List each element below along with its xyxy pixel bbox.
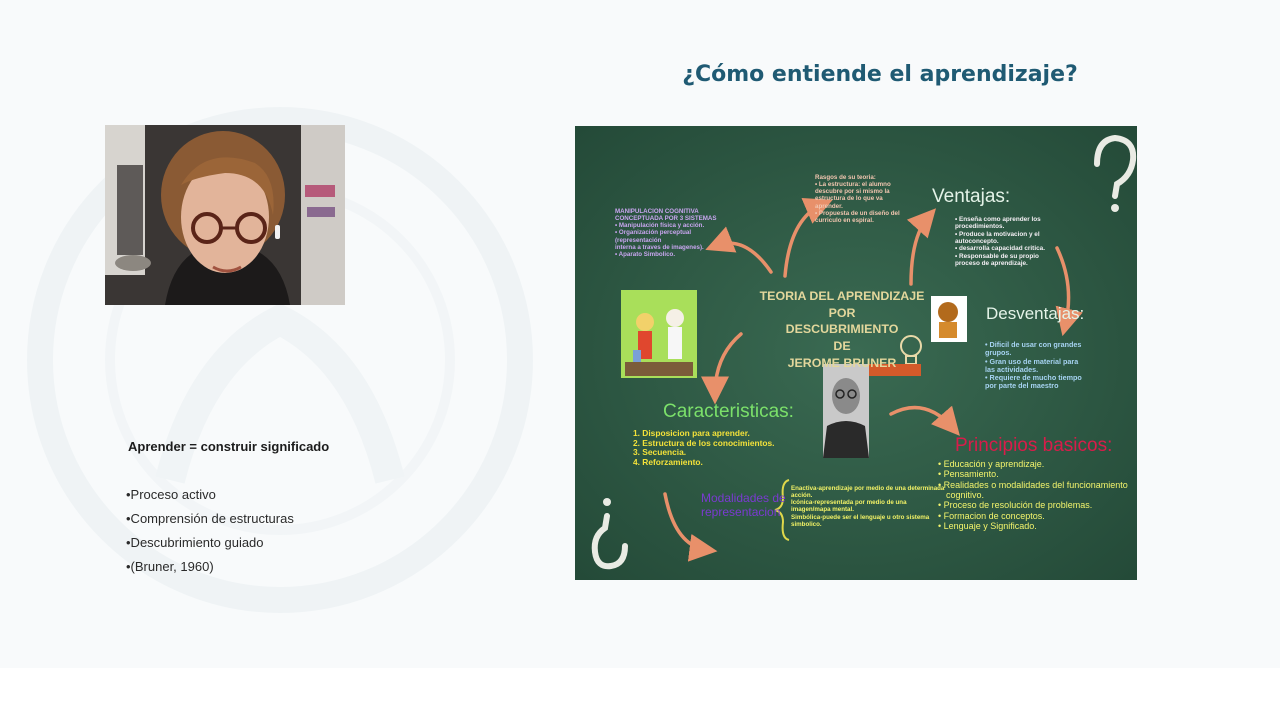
modalidades-line: acción. xyxy=(791,492,813,500)
manipulacion-line: • Organización perceptual xyxy=(615,229,692,237)
children-lab-illustration xyxy=(621,290,697,378)
desventajas-list xyxy=(985,341,1082,391)
ventajas-line: • Enseña como aprender los xyxy=(955,216,1041,223)
ventajas-line: proceso de aprendizaje. xyxy=(955,260,1028,268)
bullet-item: •Comprensión de estructuras xyxy=(126,511,294,526)
principios-line: • Formacion de conceptos. xyxy=(938,511,1128,521)
rasgos-line: Rasgos de su teoria: xyxy=(815,174,876,181)
modalidades-line: Enactiva-aprendizaje por medio de una determinada xyxy=(791,485,945,492)
ventajas-line: • Responsable de su propio xyxy=(955,252,1039,260)
modalidades-heading-line: Modalidades de xyxy=(701,491,786,505)
rasgos-line: • Propuesta de un diseño del xyxy=(815,209,900,217)
desventajas-line: • Dificil de usar con grandes xyxy=(985,340,1082,349)
bear-cartoon-illustration xyxy=(931,296,967,342)
center-title-line: DE xyxy=(833,339,851,354)
ventajas-line: • Produce la motivacion y el xyxy=(955,230,1040,238)
desventajas-line: por parte del maestro xyxy=(985,381,1059,391)
manipulacion-line: MANIPULACION COGNITIVA xyxy=(615,208,699,215)
bullet-item: •Descubrimiento guiado xyxy=(126,535,264,550)
principios-line: • Realidades o modalidades del funcionamiento xyxy=(938,480,1128,490)
center-title-line: JEROME BRUNER xyxy=(787,355,897,370)
ventajas-line: • desarrolla capacidad critica. xyxy=(955,245,1045,253)
principios-line: • Proceso de resolución de problemas. xyxy=(938,500,1128,510)
principios-heading: Principios basicos: xyxy=(955,435,1113,456)
rasgos-line: curriculo en espiral. xyxy=(815,216,874,224)
presenter-webcam xyxy=(105,125,345,305)
presenter-video-frame xyxy=(105,125,345,305)
desventajas-line: • Gran uso de material para xyxy=(985,356,1079,366)
manipulacion-cognitiva-text xyxy=(615,208,717,258)
rasgos-line: • La estructura: el alumno xyxy=(815,181,891,189)
rasgos-teoria-text xyxy=(815,174,900,224)
modalidades-heading xyxy=(701,492,786,520)
bullet-item: •Proceso activo xyxy=(126,487,216,502)
mindmap-center-title xyxy=(757,288,927,372)
modalidades-list xyxy=(791,485,944,528)
caracteristicas-line: 2. Estructura de los conocimientos. xyxy=(633,437,775,448)
manipulacion-line: interna a traves de imagenes). xyxy=(615,243,704,251)
caracteristicas-heading: Caracteristicas: xyxy=(663,401,794,422)
manipulacion-line: • Manipulación física y acción. xyxy=(615,222,705,230)
manipulacion-line: • Aparato Simbolico. xyxy=(615,250,676,258)
modalidades-line: imagen/mapa mental. xyxy=(791,506,854,514)
caracteristicas-list xyxy=(633,429,774,468)
principios-line: • Educación y aprendizaje. xyxy=(938,459,1128,469)
modalidades-line: Simbólica-puede ser el lenguaje u otro sistema xyxy=(791,513,930,521)
rasgos-line: descubre por si mismo la xyxy=(815,188,890,196)
principios-list xyxy=(938,459,1128,531)
rasgos-line: aprender. xyxy=(815,202,843,210)
slide-subheading: Aprender = construir significado xyxy=(128,439,330,454)
caracteristicas-line: 4. Reforzamiento. xyxy=(633,456,703,467)
center-title-line: TEORIA DEL APRENDIZAJE POR xyxy=(759,289,925,320)
bullet-item: •(Bruner, 1960) xyxy=(126,559,214,574)
caracteristicas-line: 1. Disposicion para aprender. xyxy=(633,428,750,438)
desventajas-line: • Requiere de mucho tiempo xyxy=(985,373,1082,383)
desventajas-line: grupos. xyxy=(985,348,1012,358)
slide-bullet-list xyxy=(126,487,294,583)
slide-title: ¿Cómo entiende el aprendizaje? xyxy=(682,62,1078,87)
principios-line: cognitivo. xyxy=(946,490,985,501)
principios-line: • Lenguaje y Significado. xyxy=(938,521,1128,531)
desventajas-line: las actividades. xyxy=(985,364,1039,374)
caracteristicas-line: 3. Secuencia. xyxy=(633,447,687,458)
modalidades-line: Icónica-representada por medio de una xyxy=(791,499,907,507)
ventajas-line: autoconcepto. xyxy=(955,238,999,246)
modalidades-line: simbolico. xyxy=(791,520,822,528)
modalidades-heading-line: representacion xyxy=(701,504,781,519)
chalkboard-mindmap xyxy=(575,126,1137,580)
jerome-bruner-portrait xyxy=(823,364,869,458)
manipulacion-line: CONCEPTUADA POR 3 SISTEMAS xyxy=(615,215,717,223)
bottom-band xyxy=(0,668,1280,720)
ventajas-heading: Ventajas: xyxy=(932,186,1011,207)
center-title-line: DESCUBRIMIENTO xyxy=(785,322,899,337)
ventajas-line: procedimientos. xyxy=(955,223,1005,231)
rasgos-line: estructura de lo que va xyxy=(815,195,883,203)
principios-line: • Pensamiento. xyxy=(938,469,1128,479)
desventajas-heading: Desventajas: xyxy=(986,304,1085,323)
manipulacion-line: (representación xyxy=(615,236,662,244)
ventajas-list xyxy=(955,216,1045,268)
